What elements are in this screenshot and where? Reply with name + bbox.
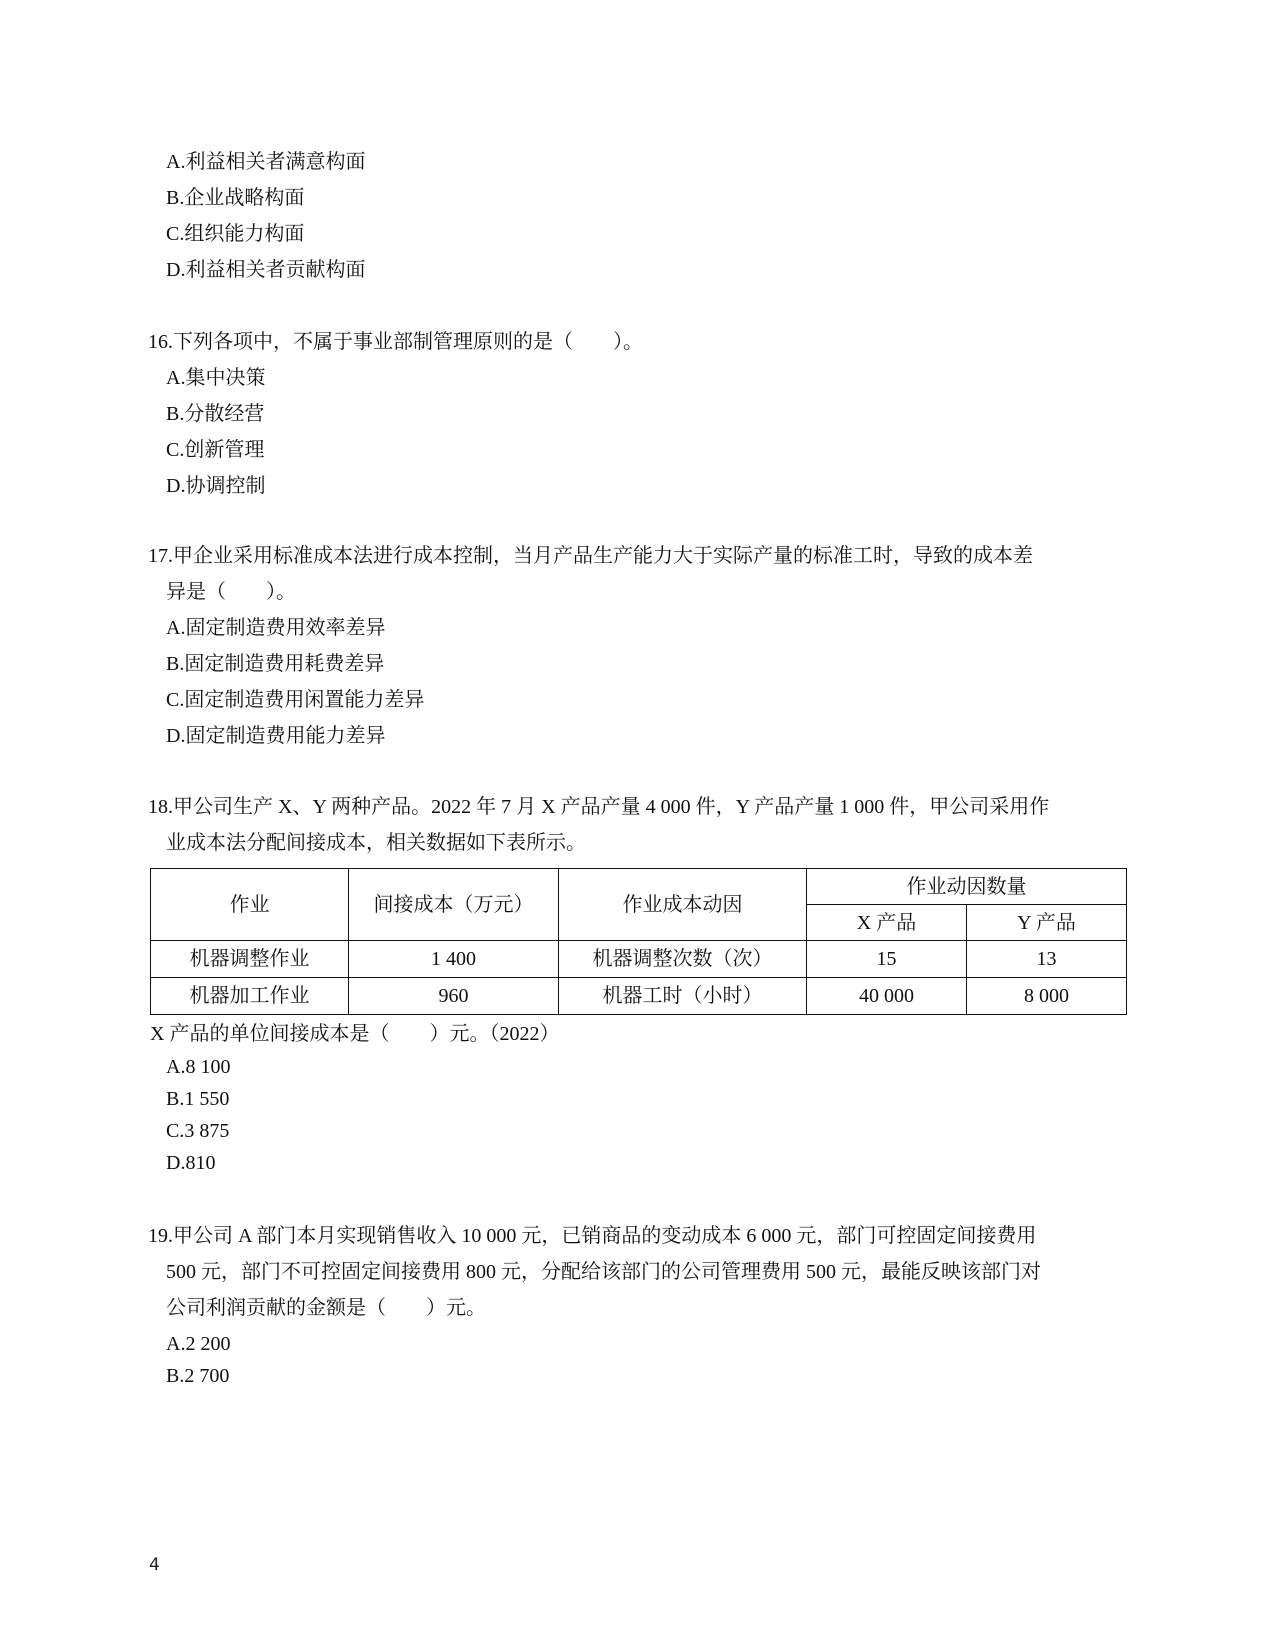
q18-stem-line-1: 18.甲公司生产 X、Y 两种产品。2022 年 7 月 X 产品产量 4 000 件，Y 产品产量 1 000 件，甲公司采用作 [148,796,1050,818]
q15-option-b: B.企业战略构面 [166,187,305,209]
q18-option-d: D.810 [166,1152,216,1174]
header-cost-driver: 作业成本动因 [559,869,807,941]
q18-stem-line-2: 业成本法分配间接成本，相关数据如下表所示。 [166,832,586,854]
table-row [151,941,1127,978]
cell-indirect-cost: 1 400 [349,941,559,978]
q16-option-c: C.创新管理 [166,439,265,461]
q16-option-b: B.分散经营 [166,403,265,425]
q18-option-a: A.8 100 [166,1056,231,1078]
q18-question: X 产品的单位间接成本是（ ）元。（2022） [150,1023,560,1045]
header-x-product: X 产品 [807,905,967,941]
cell-indirect-cost: 960 [349,978,559,1015]
q17-stem-line-2: 异是（ ）。 [166,581,296,603]
cell-x-qty: 15 [807,941,967,978]
q18-option-c: C.3 875 [166,1120,230,1142]
q19-stem-line-3: 公司利润贡献的金额是（ ）元。 [166,1297,486,1319]
q18-option-b: B.1 550 [166,1088,230,1110]
header-activity: 作业 [151,869,349,941]
q17-option-c: C.固定制造费用闲置能力差异 [166,689,425,711]
q16-stem: 16.下列各项中，不属于事业部制管理原则的是（ ）。 [148,331,643,353]
q19-option-a: A.2 200 [166,1333,231,1355]
table-header-row-1 [151,869,1127,905]
header-y-product: Y 产品 [967,905,1127,941]
q16-option-d: D.协调控制 [166,475,266,497]
cell-cost-driver: 机器调整次数（次） [559,941,807,978]
cell-y-qty: 13 [967,941,1127,978]
cell-activity: 机器调整作业 [151,941,349,978]
q15-option-a: A.利益相关者满意构面 [166,151,366,173]
activity-cost-table [150,868,1127,1015]
q17-option-d: D.固定制造费用能力差异 [166,725,386,747]
q17-option-b: B.固定制造费用耗费差异 [166,653,385,675]
q15-option-d: D.利益相关者贡献构面 [166,259,366,281]
cell-cost-driver: 机器工时（小时） [559,978,807,1015]
page-number: 4 [149,1555,160,1575]
header-driver-quantity: 作业动因数量 [807,869,1127,905]
q17-stem-line-1: 17.甲企业采用标准成本法进行成本控制，当月产品生产能力大于实际产量的标准工时，导致的成本差 [148,545,1033,567]
cell-x-qty: 40 000 [807,978,967,1015]
q17-option-a: A.固定制造费用效率差异 [166,617,386,639]
cell-activity: 机器加工作业 [151,978,349,1015]
cell-y-qty: 8 000 [967,978,1127,1015]
q19-stem-line-2: 500 元，部门不可控固定间接费用 800 元，分配给该部门的公司管理费用 500 元，最能反映该部门对 [166,1261,1041,1283]
q19-stem-line-1: 19.甲公司 A 部门本月实现销售收入 10 000 元，已销商品的变动成本 6 000 元，部门可控固定间接费用 [148,1225,1037,1247]
header-indirect-cost: 间接成本（万元） [349,869,559,941]
q16-option-a: A.集中决策 [166,367,266,389]
q19-option-b: B.2 700 [166,1365,230,1387]
table-row [151,978,1127,1015]
q15-option-c: C.组织能力构面 [166,223,305,245]
